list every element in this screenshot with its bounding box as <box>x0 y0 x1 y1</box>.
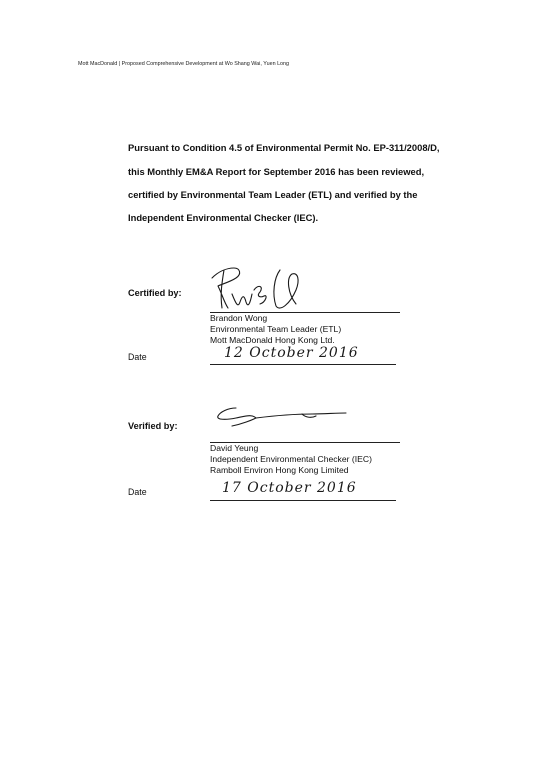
certified-date-line <box>210 364 396 365</box>
verified-date-label: Date <box>128 487 147 497</box>
certified-by-label: Certified by: <box>128 288 182 298</box>
etl-name: Brandon Wong <box>210 313 268 323</box>
iec-role: Independent Environmental Checker (IEC) <box>210 454 372 464</box>
statement-line-3: certified by Environmental Team Leader (ETL) and verified by the <box>128 189 418 200</box>
statement-line-4: Independent Environmental Checker (IEC). <box>128 212 319 223</box>
iec-signature <box>212 404 352 430</box>
iec-company: Ramboll Environ Hong Kong Limited <box>210 465 349 475</box>
etl-company: Mott MacDonald Hong Kong Ltd. <box>210 335 335 345</box>
etl-signature <box>210 264 320 314</box>
iec-name: David Yeung <box>210 443 259 453</box>
etl-role: Environmental Team Leader (ETL) <box>210 324 342 334</box>
verified-by-label: Verified by: <box>128 421 178 431</box>
certified-date-handwritten: 12 October 2016 <box>224 345 359 361</box>
statement-line-1: Pursuant to Condition 4.5 of Environmental Permit No. EP-311/2008/D, <box>128 142 440 153</box>
page-header: Mott MacDonald | Proposed Comprehensive Development at Wo Shang Wai, Yuen Long <box>78 61 290 67</box>
certified-date-label: Date <box>128 352 147 362</box>
statement-line-2: this Monthly EM&A Report for September 2016 has been reviewed, <box>128 166 425 177</box>
verified-date-handwritten: 17 October 2016 <box>222 480 357 496</box>
verified-date-line <box>210 500 396 501</box>
